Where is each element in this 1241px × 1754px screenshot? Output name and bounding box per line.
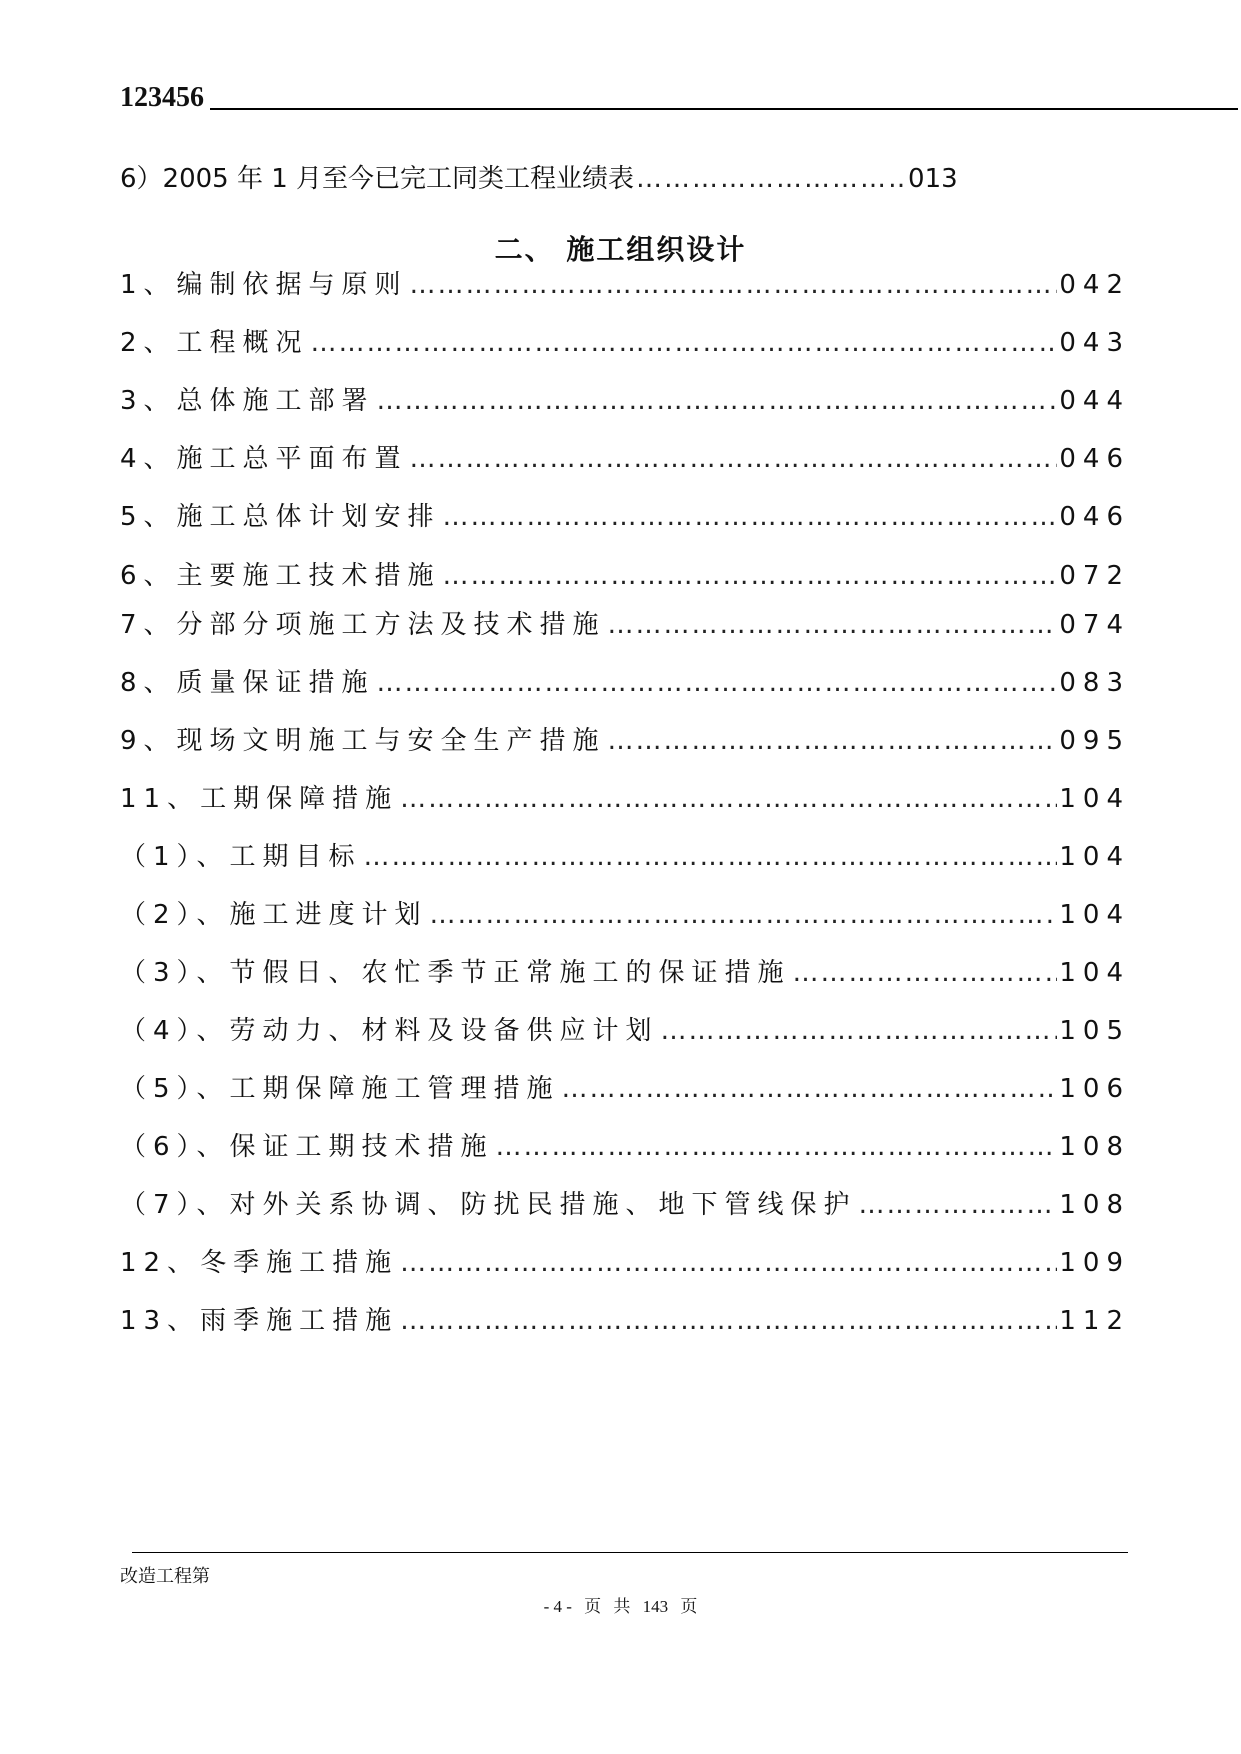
toc-entry[interactable] [120, 380, 1130, 417]
toc-entry-label: （6）、保证工期技术措施 [120, 1132, 494, 1162]
toc-entry-page: 044 [1059, 386, 1130, 416]
toc-entry[interactable] [120, 1184, 1130, 1221]
section-title: 二、 施工组织设计 [494, 233, 747, 266]
toc-entry-label: （1）、工期目标 [120, 842, 362, 872]
toc-entry-label: （4）、劳动力、材料及设备供应计划 [120, 1016, 659, 1046]
toc-entry-page: 104 [1059, 900, 1130, 930]
toc-entry[interactable] [120, 1068, 1130, 1105]
header-code: 123456 [120, 82, 204, 113]
toc-entry[interactable] [120, 836, 1130, 873]
toc-leader-dots [443, 502, 1058, 532]
toc-entry-page: 043 [1059, 328, 1130, 358]
toc-entry-label: 13、雨季施工措施 [120, 1306, 399, 1336]
toc-entry[interactable] [120, 778, 1130, 815]
toc-leader-dots [400, 1306, 1057, 1336]
toc-entry-page: 042 [1059, 270, 1130, 300]
toc-entry-label: 5、施工总体计划安排 [120, 502, 441, 532]
toc-entry-page: 104 [1059, 842, 1130, 872]
toc-leader-dots [636, 164, 906, 194]
toc-entry-label: 11、工期保障措施 [120, 784, 399, 814]
toc-entry-label: 9、现场文明施工与安全生产措施 [120, 726, 606, 756]
toc-entry-page: 109 [1059, 1248, 1130, 1278]
toc-entry-label: 1、编制依据与原则 [120, 270, 408, 300]
toc-entry-page: 105 [1059, 1016, 1130, 1046]
page-header [120, 84, 1120, 114]
toc-entry[interactable] [120, 555, 1130, 592]
toc-entry-label: 4、施工总平面布置 [120, 444, 408, 474]
toc-entry-label: 7、分部分项施工方法及技术措施 [120, 610, 606, 640]
footer-page-number: - 4 - [543, 1597, 572, 1616]
toc-entry-page: 095 [1059, 726, 1130, 756]
footer-rule [132, 1552, 1128, 1553]
toc-entry-page: 074 [1059, 610, 1130, 640]
toc-leader-dots [400, 784, 1057, 814]
toc-entry[interactable] [120, 720, 1130, 757]
footer-page-word-2: 页 [680, 1597, 698, 1616]
toc-entry-page: 046 [1059, 502, 1130, 532]
toc-leader-dots [859, 1190, 1058, 1220]
toc-entry[interactable] [120, 322, 1130, 359]
toc-entry-page: 104 [1059, 784, 1130, 814]
toc-entry[interactable] [120, 1126, 1130, 1163]
toc-entry-page: 072 [1059, 561, 1130, 591]
toc-entry[interactable] [120, 496, 1130, 533]
toc-entry-page: 046 [1059, 444, 1130, 474]
toc-leader-dots [430, 900, 1058, 930]
toc-entry-label: 2、工程概况 [120, 328, 309, 358]
toc-leader-dots [608, 726, 1058, 756]
toc-entry-label: 6）2005 年 1 月至今已完工同类工程业绩表 [120, 164, 635, 194]
toc-entry-page: 106 [1059, 1074, 1130, 1104]
toc-entry-page: 112 [1059, 1306, 1130, 1336]
toc-entry-label: （7）、对外关系协调、防扰民措施、地下管线保护 [120, 1190, 857, 1220]
toc-entry-label: （3）、节假日、农忙季节正常施工的保证措施 [120, 958, 791, 988]
toc-entry[interactable] [120, 894, 1130, 931]
toc-entry[interactable] [120, 952, 1130, 989]
toc-entry-label: （5）、工期保障施工管理措施 [120, 1074, 560, 1104]
footer-project-text: 改造工程第 [120, 1566, 210, 1587]
toc-leader-dots [443, 561, 1058, 591]
toc-leader-dots [400, 1248, 1057, 1278]
footer-total-word: 共 [613, 1597, 631, 1616]
toc-leader-dots [661, 1016, 1058, 1046]
toc-entry-page: 108 [1059, 1190, 1130, 1220]
toc-entry-label: （2）、施工进度计划 [120, 900, 428, 930]
toc-entry[interactable] [120, 438, 1130, 475]
toc-leader-dots [311, 328, 1058, 358]
footer-total-pages: 143 [642, 1597, 669, 1616]
toc-leader-dots [793, 958, 1058, 988]
footer-page-info [0, 1592, 1241, 1617]
toc-entry-label: 6、主要施工技术措施 [120, 561, 441, 591]
toc-entry-intro[interactable] [120, 158, 1130, 195]
toc-entry-page: 108 [1059, 1132, 1130, 1162]
toc-entry[interactable] [120, 662, 1130, 699]
toc-leader-dots [410, 270, 1058, 300]
toc-entry-page: 013 [908, 164, 958, 194]
toc-leader-dots [562, 1074, 1058, 1104]
toc-entry-label: 12、冬季施工措施 [120, 1248, 399, 1278]
toc-entry-page: 083 [1059, 668, 1130, 698]
toc-leader-dots [410, 444, 1058, 474]
header-rule [210, 108, 1238, 110]
toc-leader-dots [377, 386, 1058, 416]
toc-leader-dots [496, 1132, 1058, 1162]
toc-entry[interactable] [120, 604, 1130, 641]
toc-leader-dots [377, 668, 1058, 698]
toc-entry-label: 3、总体施工部署 [120, 386, 375, 416]
toc-leader-dots [364, 842, 1058, 872]
toc-entry-page: 104 [1059, 958, 1130, 988]
toc-entry[interactable] [120, 1010, 1130, 1047]
toc-entry-label: 8、质量保证措施 [120, 668, 375, 698]
toc-entry[interactable] [120, 1242, 1130, 1279]
toc-entry[interactable] [120, 264, 1130, 301]
toc-leader-dots [608, 610, 1058, 640]
toc-entry[interactable] [120, 1300, 1130, 1337]
footer-page-word: 页 [584, 1597, 602, 1616]
